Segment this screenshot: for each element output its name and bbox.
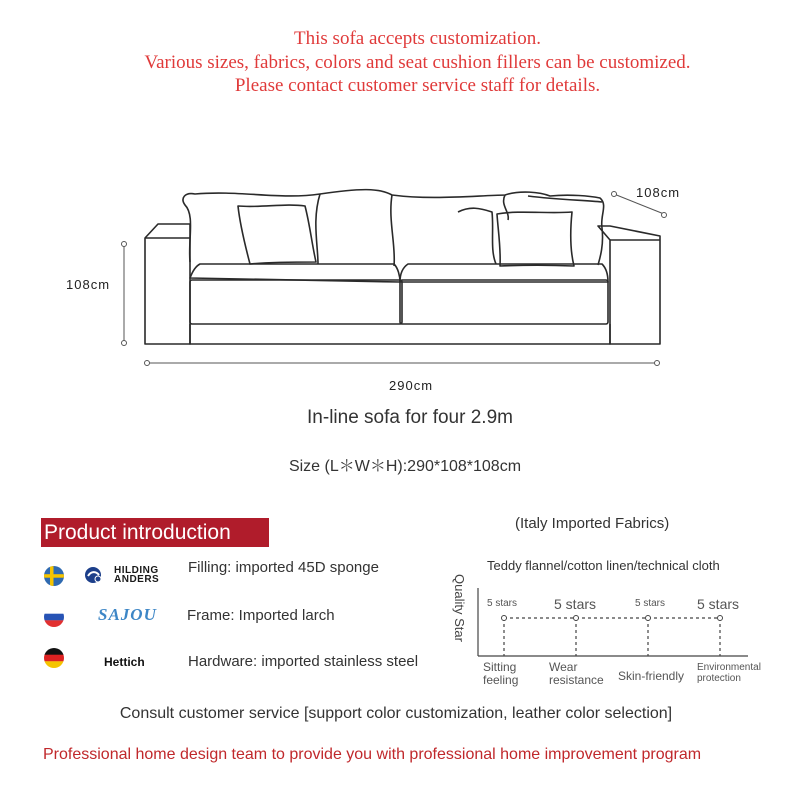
skin-friendly-label: Skin-friendly <box>618 669 685 683</box>
sofa-title: In-line sofa for four 2.9m <box>307 407 513 428</box>
sitting-stars: 5 stars <box>487 598 518 609</box>
sweden-flag-icon <box>44 566 64 586</box>
frame-text: Frame: Imported larch <box>187 607 335 624</box>
hilding-anders-wordmark: HILDING ANDERS <box>114 565 160 585</box>
hardware-text: Hardware: imported stainless steel <box>188 653 419 670</box>
russia-flag-icon <box>44 607 64 627</box>
notice-line-3: Please contact customer service staff for details. <box>234 75 601 96</box>
environmental-protection-label: Environmental protection <box>697 662 761 684</box>
wear-resistance-label: Wear resistance <box>549 660 604 687</box>
rating-point <box>646 616 651 621</box>
environment-stars: 5 stars <box>697 596 740 612</box>
product-introduction-heading: Product introduction <box>41 518 269 547</box>
rating-point <box>502 616 507 621</box>
rating-point <box>718 616 723 621</box>
fabrics-subtitle: Teddy flannel/cotton linen/technical cloth <box>487 558 720 573</box>
sajou-logo: SAJOU <box>98 605 157 624</box>
height-dimension-label: 108cm <box>66 277 111 292</box>
length-dimension-label: 290cm <box>389 378 434 393</box>
hilding-anders-emblem-icon <box>82 565 106 585</box>
filling-text: Filling: imported 45D sponge <box>188 559 379 576</box>
notice-line-1: This sofa accepts customization. <box>294 28 541 49</box>
quality-star-axis-label: Quality Star <box>452 574 467 642</box>
professional-team-text: Professional home design team to provide you with professional home improvement program <box>43 746 702 763</box>
sitting-feeling-label: Sitting feeling <box>483 660 519 687</box>
skin-stars: 5 stars <box>635 598 666 609</box>
wear-stars: 5 stars <box>554 596 597 612</box>
consult-text: Consult customer service [support color customization, leather color selection] <box>119 705 673 722</box>
fabrics-title: (Italy Imported Fabrics) <box>515 515 670 532</box>
depth-dimension-label: 108cm <box>636 185 681 200</box>
hilding-anders-logo <box>82 565 106 590</box>
quality-chart <box>470 580 760 660</box>
rating-point <box>574 616 579 621</box>
hettich-logo: Hettich <box>104 655 145 669</box>
notice-line-2: Various sizes, fabrics, colors and seat cushion fillers can be customized. <box>144 51 691 73</box>
germany-flag-icon <box>44 648 64 668</box>
sofa-size: Size (L＊W＊H):290*108*108cm <box>288 458 522 475</box>
